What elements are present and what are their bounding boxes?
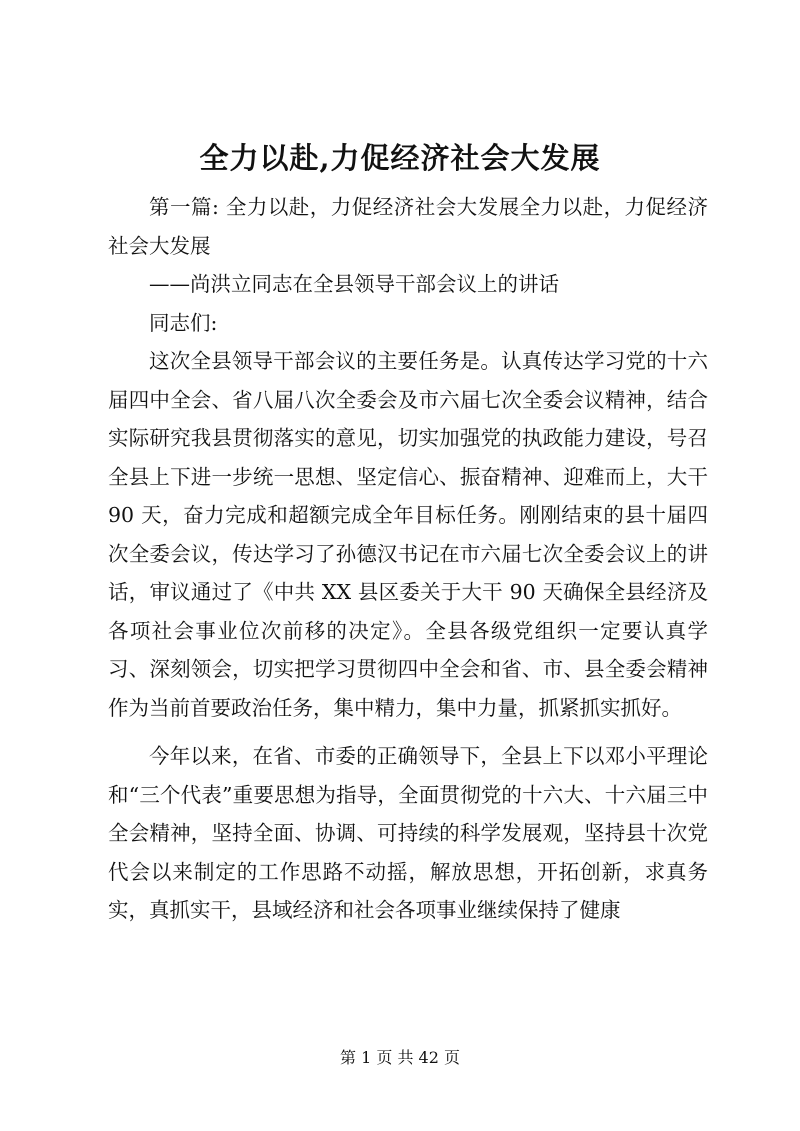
paragraph-body-1: 这次全县领导干部会议的主要任务是。认真传达学习党的十六届四中全会、省八届八次全委会及市六届七次全委会议精神，结合实际研究我县贯彻落实的意见，切实加强党的执政能力建设，号召全县上下进一步统一思想、坚定信心、振奋精神、迎难而上，大干 90 天，奋力完成和超额完成全年目标任务。刚刚结束的县十届四次全委会议，传达学习了孙德汉书记在市六届七次全委会议上的讲话，审议通过了《中共 XX 县区委关于大干 90 天确保全县经济及各项社会事业位次前移的决定》。全县各级党组织一定要认真学习、深刻领会，切实把学习贯彻四中全会和省、市、县全委会精神作为当前首要政治任务，集中精力，集中力量，抓紧抓实抓好。 bbox=[108, 349, 708, 720]
paragraph-body-2: 今年以来，在省、市委的正确领导下，全县上下以邓小平理论和“三个代表”重要思想为指导，全面贯彻党的十六大、十六届三中全会精神，坚持全面、协调、可持续的科学发展观，坚持县十次党代会以来制定的工作思路不动摇，解放思想，开拓创新，求真务实，真抓实干，县域经济和社会各项事业继续保持了健康 bbox=[108, 744, 708, 922]
paragraph-heading: 第一篇: 全力以赴，力促经济社会大发展全力以赴，力促经济社会大发展 bbox=[108, 195, 708, 258]
page-number-footer: 第 1 页 共 42 页 bbox=[340, 1048, 460, 1067]
paragraph-salutation: 同志们: bbox=[149, 310, 218, 335]
document-title: 全力以赴,力促经济社会大发展 bbox=[199, 141, 601, 175]
paragraph-subtitle: ——尚洪立同志在全县领导干部会议上的讲话 bbox=[149, 272, 559, 296]
document-body bbox=[108, 188, 708, 930]
